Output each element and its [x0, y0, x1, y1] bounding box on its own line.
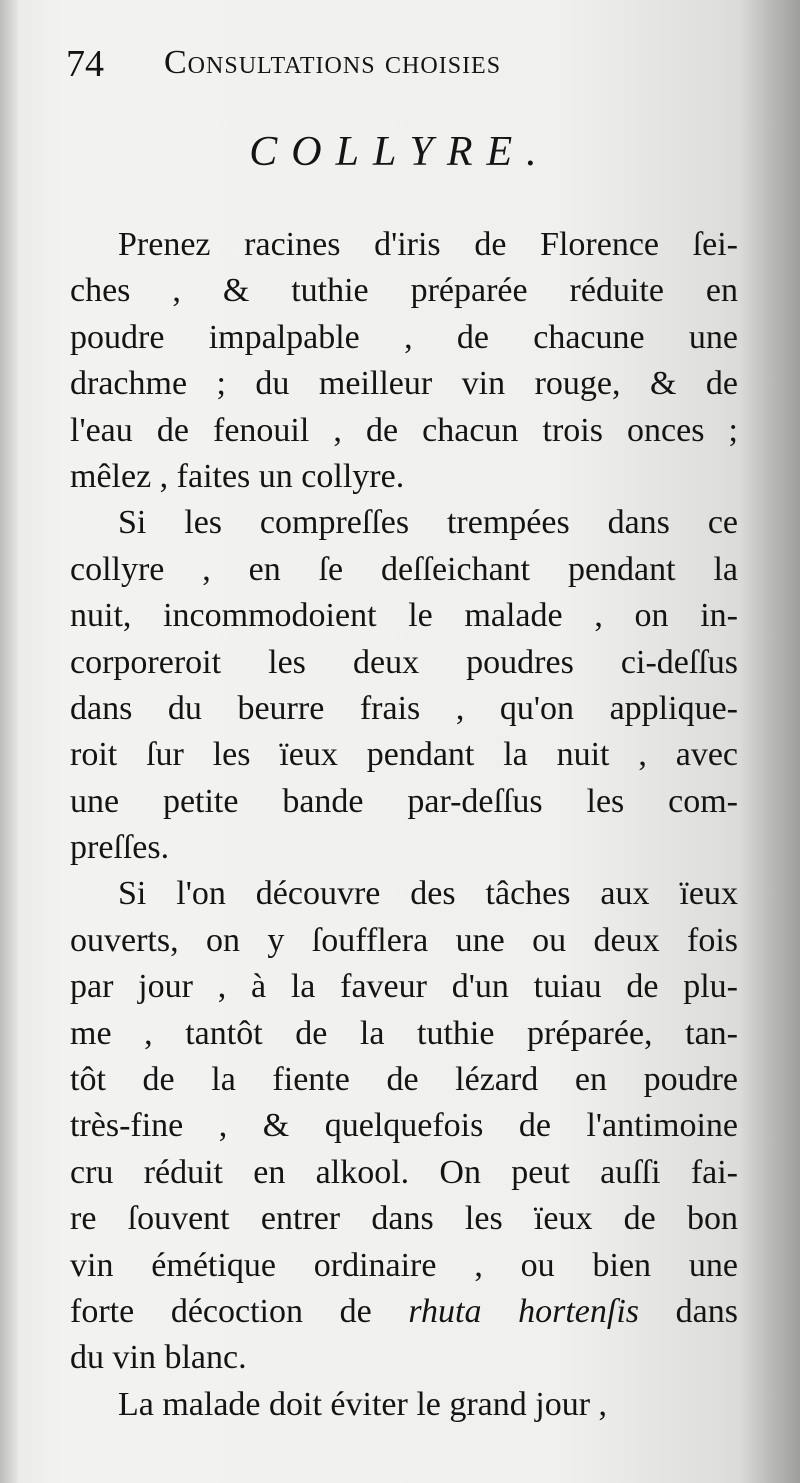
- text-line: ches , & tuthie préparée réduite en: [70, 272, 738, 310]
- text-line: l'eau de fenouil , de chacun trois onces ;: [70, 411, 738, 449]
- text-line: roit ſur les ïeux pendant la nuit , avec: [70, 736, 738, 774]
- text-line: nuit, incommodoient le malade , on in-: [70, 597, 738, 635]
- text-line: Si les compreſſes trempées dans ce: [118, 504, 738, 542]
- text-line: Si l'on découvre des tâches aux ïeux: [118, 875, 738, 913]
- text-line: mêlez , faites un collyre.: [70, 457, 405, 495]
- text-line: collyre , en ſe deſſeichant pendant la: [70, 550, 738, 588]
- page-gutter-shadow: [0, 0, 18, 1483]
- text-line: La malade doit éviter le grand jour ,: [118, 1385, 608, 1423]
- text-line-with-italic: [70, 1289, 738, 1335]
- page-number: 74: [66, 43, 104, 85]
- text-line: par jour , à la faveur d'un tuiau de plu-: [70, 968, 738, 1006]
- text-line: ouverts, on y ſoufflera une ou deux fois: [70, 921, 738, 959]
- running-head: Consultations choisies: [164, 44, 502, 81]
- text-line: du vin blanc.: [70, 1339, 247, 1377]
- text-segment: forte décoction de: [70, 1292, 409, 1330]
- body-text: [70, 222, 738, 1428]
- text-line: re ſouvent entrer dans les ïeux de bon: [70, 1200, 738, 1238]
- text-segment: dans: [639, 1292, 738, 1330]
- text-line: très-fine , & quelquefois de l'antimoine: [70, 1107, 738, 1145]
- page-header: [66, 40, 746, 100]
- text-line: corporeroit les deux poudres ci-deſſus: [70, 643, 738, 681]
- latin-term: rhuta hortenſis: [408, 1292, 640, 1330]
- text-line: drachme ; du meilleur vin rouge, & de: [70, 365, 738, 403]
- text-line: preſſes.: [70, 829, 170, 867]
- text-line: dans du beurre frais , qu'on applique-: [70, 689, 738, 727]
- section-title: COLLYRE.: [249, 129, 551, 175]
- text-line: Prenez racines d'iris de Florence ſei-: [118, 226, 738, 263]
- text-line: me , tantôt de la tuthie préparée, tan-: [70, 1014, 738, 1052]
- text-line: vin émétique ordinaire , ou bien une: [70, 1246, 738, 1284]
- text-line: poudre impalpable , de chacune une: [70, 318, 738, 356]
- text-line: une petite bande par-deſſus les com-: [70, 782, 738, 820]
- page-edge-shadow: [740, 0, 800, 1483]
- text-line: cru réduit en alkool. On peut auſſi fai-: [70, 1153, 738, 1191]
- text-line: tôt de la fiente de lézard en poudre: [70, 1061, 738, 1099]
